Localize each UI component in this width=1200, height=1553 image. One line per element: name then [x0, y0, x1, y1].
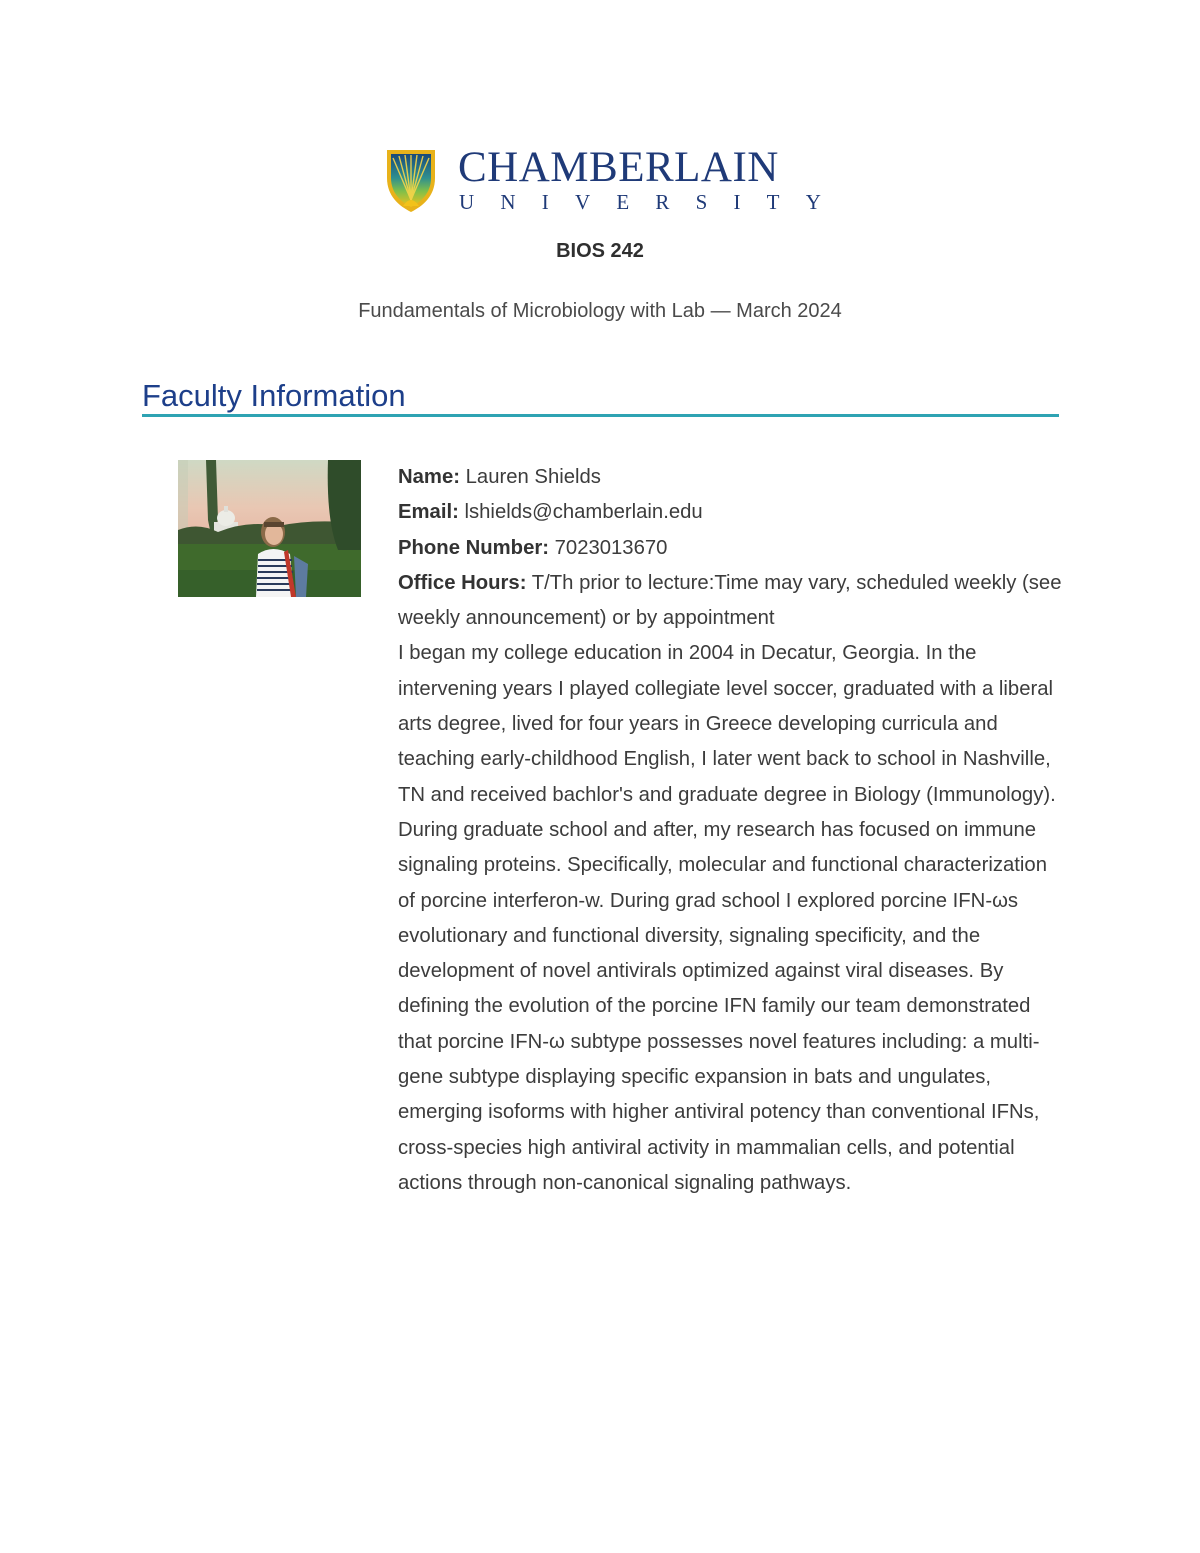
bio-paragraph-2: During graduate school and after, my research has focused on immune signaling proteins. Specifically, molecular and functional characterization of porcine interferon-w. During grad school I explored porcine IFN-ωs evolutionary and functional diversity, signaling specificity, and the development of novel antivirals optimized against viral diseases. By defining the evolution of the porcine IFN family our team demonstrated that porcine IFN-ω subtype possesses novel features including: a multi-gene subtype displaying specific expansion in bats and ungulates, emerging isoforms with higher antiviral potency than conventional IFNs, cross-species high antiviral activity in mammalian cells, and potential actions through non-canonical signaling pathways.	[398, 818, 1047, 1194]
logo-subword: U N I V E R S I T Y	[459, 190, 821, 214]
name-label: Name:	[398, 466, 460, 488]
faculty-email: lshields@chamberlain.edu	[458, 501, 703, 524]
phone-label: Phone Number:	[398, 536, 549, 559]
shield-icon	[385, 148, 437, 214]
faculty-photo	[178, 460, 361, 597]
faculty-phone: 7023013670	[549, 536, 668, 559]
course-code: BIOS 242	[556, 240, 644, 262]
faculty-info	[398, 460, 1063, 1201]
office-hours: T/Th prior to lecture:Time may vary, scheduled weekly (see weekly announcement) or by appointment	[398, 571, 1062, 630]
faculty-hours-line	[398, 566, 1063, 637]
email-label: Email:	[398, 501, 459, 524]
logo-wordmark: CHAMBERLAIN	[458, 144, 779, 191]
bio-paragraph-1: I began my college education in 2004 in Decatur, Georgia. In the intervening years I played collegiate level soccer, graduated with a liberal arts degree, lived for four years in Greece developing curricula and teaching early-childhood English, I later went back to school in Nashville, TN and received bachlor's and graduate degree in Biology (Immunology).	[398, 642, 1056, 806]
section-title: Faculty Information	[142, 378, 406, 413]
faculty-name-line	[398, 460, 1063, 495]
office-hours-label: Office Hours:	[398, 571, 527, 594]
section-divider	[142, 414, 1059, 417]
faculty-phone-line	[398, 531, 1063, 566]
faculty-email-line	[398, 495, 1063, 530]
faculty-name: Lauren Shields	[460, 466, 601, 488]
university-logo	[385, 144, 825, 216]
course-subtitle: Fundamentals of Microbiology with Lab — March 2024	[358, 300, 842, 322]
